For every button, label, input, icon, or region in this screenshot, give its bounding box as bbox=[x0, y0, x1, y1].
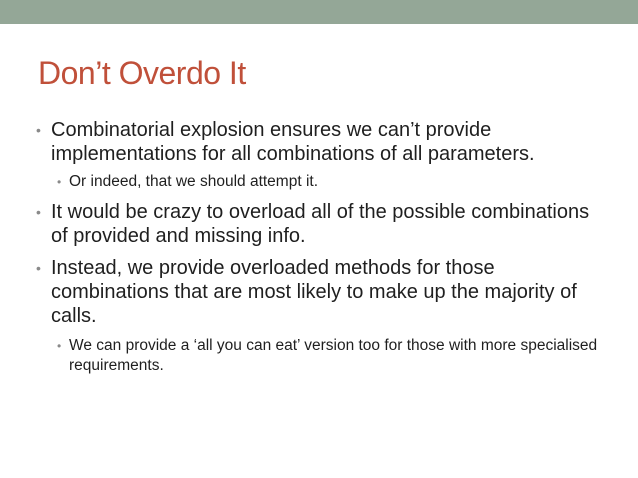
slide-title: Don’t Overdo It bbox=[38, 55, 246, 91]
bullet-text: Or indeed, that we should attempt it. bbox=[69, 173, 318, 190]
bullet-text: Combinatorial explosion ensures we can’t provide implementations for all combinations of all parameters. bbox=[51, 119, 535, 165]
bullet-item bbox=[36, 200, 611, 248]
bullet-marker: • bbox=[57, 339, 62, 353]
bullet-text: We can provide a ‘all you can eat’ version too for those with more specialised requirements. bbox=[69, 337, 598, 374]
bullet-marker: • bbox=[36, 204, 41, 220]
bullet-item bbox=[36, 256, 611, 328]
bullet-marker: • bbox=[57, 175, 62, 189]
bullet-marker: • bbox=[36, 260, 41, 276]
top-accent-band bbox=[0, 0, 638, 24]
bullet-item bbox=[36, 118, 611, 166]
bullet-text: Instead, we provide overloaded methods for those combinations that are most likely to make up the majority of calls. bbox=[51, 257, 577, 327]
bullet-text: It would be crazy to overload all of the possible combinations of provided and missing info. bbox=[51, 201, 590, 247]
sub-bullet-item bbox=[57, 336, 609, 376]
sub-bullet-item bbox=[57, 172, 609, 192]
bullet-marker: • bbox=[36, 122, 41, 138]
